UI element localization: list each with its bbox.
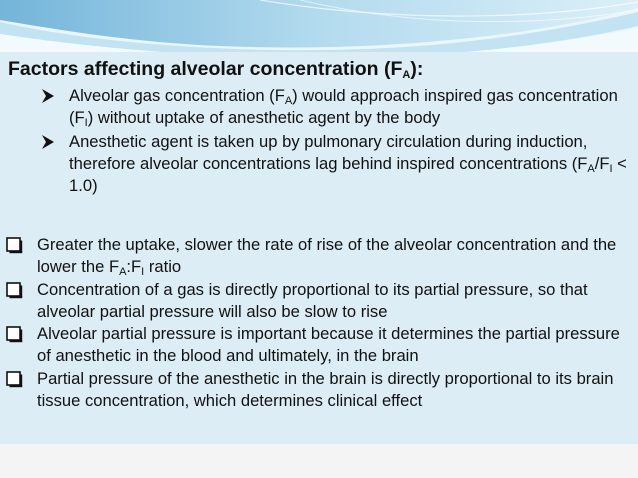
bullet-text: Concentration of a gas is directly proportional to its partial pressure, so that alveolar partial pressure will also be slow to rise [37, 279, 588, 321]
bullet-subscript: I [609, 162, 613, 175]
bullet-text: Alveolar partial pressure is important because it determines the partial pressure of anesthetic in the blood and ultimately, in the brain [37, 324, 620, 366]
bullet-text: < 1.0) [69, 153, 627, 196]
list-item [6, 279, 634, 324]
slide-title [8, 56, 628, 82]
bullet-subscript: I [141, 266, 145, 279]
list-item [6, 368, 634, 413]
arrow-bullet-icon [40, 134, 56, 150]
checkbox-bullet-icon [6, 326, 23, 343]
bullet-subscript: A [119, 266, 127, 279]
bullet-subscript: A [587, 162, 595, 175]
bullet-subscript: A [284, 95, 293, 107]
bullet-text: ) without uptake of anesthetic agent by the body [87, 108, 441, 128]
bullet-subscript: I [84, 117, 88, 130]
header-wave-decoration [0, 0, 638, 60]
checkbox-bullet-icon [6, 237, 23, 254]
title-subscript: A [402, 69, 411, 81]
arrow-bullet-icon [40, 88, 56, 104]
checkbox-bullet-icon [6, 282, 23, 299]
checkbox-bullet-list [6, 234, 634, 412]
footer-strip [0, 444, 638, 478]
list-item [6, 234, 634, 279]
bullet-text: :F [126, 257, 142, 277]
arrow-bullet-list [40, 85, 630, 198]
bullet-text: ) would approach inspired gas concentration (F [69, 86, 618, 128]
bullet-text: Greater the uptake, slower the rate of rise of the alveolar concentration and the lower the F [37, 235, 617, 277]
list-item [40, 131, 630, 198]
bullet-text: Alveolar gas concentration (F [69, 86, 285, 105]
checkbox-bullet-icon [6, 371, 23, 388]
bullet-text: Anesthetic agent is taken up by pulmonary circulation during induction, therefore alveolar concentrations lag behind inspired concentrations (F [69, 131, 588, 173]
list-item [40, 85, 630, 130]
bullet-text: ratio [144, 257, 182, 277]
list-item [6, 323, 634, 368]
title-text: Factors affecting alveolar concentration (F [8, 58, 403, 80]
bullet-text: Partial pressure of the anesthetic in the brain is directly proportional to its brain tissue concentration, which determines clinical effect [37, 368, 614, 411]
bullet-text: /F [594, 153, 610, 173]
title-end: ): [410, 58, 424, 80]
